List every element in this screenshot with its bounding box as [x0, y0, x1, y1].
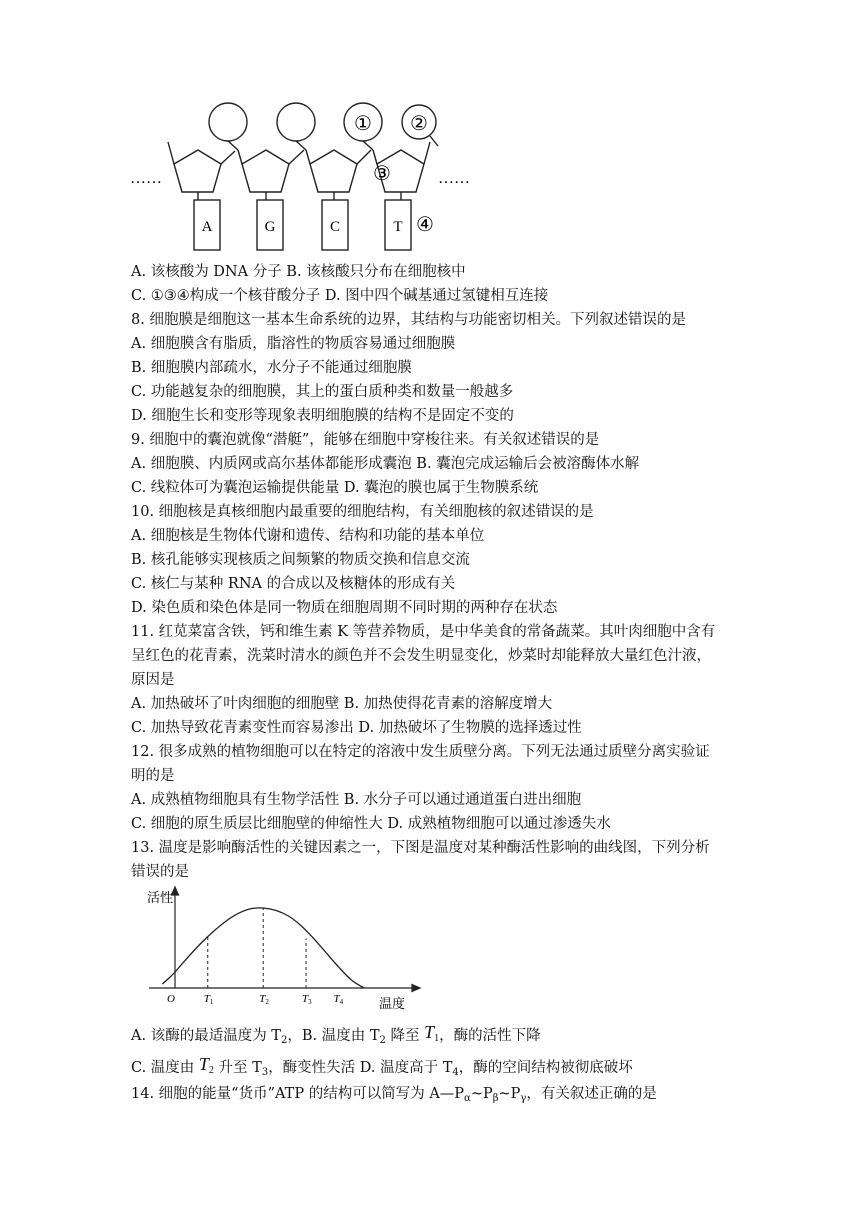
- q9-option-cd: C. 线粒体可为囊泡运输提供能量 D. 囊泡的膜也属于生物膜系统: [131, 480, 539, 496]
- q13c-t-main: T: [198, 1054, 209, 1074]
- tick-label-t4: T4: [333, 993, 344, 1006]
- q8-option-d: D. 细胞生长和变形等现象表明细胞膜的结构不是固定不变的: [131, 408, 514, 424]
- q13c-text-3: ，酶变性失活 D. 温度高于 T: [268, 1060, 453, 1076]
- q13a-text-3: 降至: [385, 1028, 425, 1044]
- q13c-text-2: 升至 T: [213, 1060, 262, 1076]
- q11-stem-line-2: 呈红色的花青素，洗菜时清水的颜色并不会发生明显变化，炒菜时却能释放大量红色汁液，: [131, 648, 711, 664]
- q13a-text-2: ，B. 温度由 T: [287, 1028, 380, 1044]
- q14-text-3: ~P: [498, 1086, 521, 1102]
- q10-stem: 10. 细胞核是真核细胞内最重要的细胞结构，有关细胞核的叙述错误的是: [131, 504, 594, 520]
- q9-stem: 9. 细胞中的囊泡就像“潜艇”，能够在细胞中穿梭往来。有关叙述错误的是: [131, 432, 600, 448]
- q12-stem-line-1: 12. 很多成熟的植物细胞可以在特定的溶液中发生质壁分离。下列无法通过质壁分离实验证: [131, 744, 710, 760]
- base-a: A: [201, 219, 213, 235]
- q8-option-a: A. 细胞膜含有脂质，脂溶性的物质容易通过细胞膜: [131, 336, 456, 352]
- q13a-sub-2: 2: [379, 1035, 386, 1046]
- left-dots: ……: [130, 170, 162, 187]
- q8-option-b: B. 细胞膜内部疏水，水分子不能通过细胞膜: [131, 360, 412, 376]
- marker-1: ①: [354, 113, 372, 135]
- q7-option-ab: A. 该核酸为 DNA 分子 B. 该核酸只分布在细胞核中: [131, 264, 466, 280]
- q13c-text-4: ，酶的空间结构被彻底破坏: [458, 1060, 633, 1076]
- q13a-t-symbol: [424, 1022, 439, 1042]
- base-c: C: [329, 219, 341, 235]
- right-dots: ……: [438, 170, 470, 187]
- q13-stem-line-2: 错误的是: [131, 864, 189, 880]
- q13a-text-1: A. 该酶的最适温度为 T: [131, 1028, 281, 1044]
- enzyme-activity-chart: [135, 880, 425, 1010]
- q13c-t-sub: 2: [208, 1065, 214, 1076]
- q14-text-2: ~P: [470, 1086, 493, 1102]
- y-axis-label: 活性: [147, 890, 174, 905]
- q9-option-ab: A. 细胞膜、内质网或高尔基体都能形成囊泡 B. 囊泡完成运输后会被溶酶体水解: [131, 456, 640, 472]
- q8-option-c: C. 功能越复杂的细胞膜，其上的蛋白质种类和数量一般越多: [131, 384, 514, 400]
- q13a-sub-1: 2: [280, 1035, 288, 1046]
- q13c-sub-1: 3: [261, 1067, 269, 1078]
- x-axis-arrow: [412, 985, 420, 992]
- q14-stem: [131, 1084, 657, 1109]
- q14-text-1: 14. 细胞的能量“货币”ATP 的结构可以简写为 A—P: [131, 1086, 465, 1102]
- marker-2: ②: [410, 113, 428, 135]
- q14-text-4: ，有关叙述正确的是: [526, 1086, 657, 1102]
- tick-label-t2: T2: [259, 993, 269, 1006]
- q14-sub-gamma: γ: [520, 1093, 527, 1104]
- q11-option-cd: C. 加热导致花青素变性而容易渗出 D. 加热破坏了生物膜的选择透过性: [131, 720, 582, 736]
- q14-sub-alpha: α: [464, 1093, 471, 1104]
- q13-stem-line-1: 13. 温度是影响酶活性的关键因素之一，下图是温度对某种酶活性影响的曲线图，下列分析: [131, 840, 710, 856]
- tick-label-t3: T3: [302, 993, 312, 1006]
- q11-stem-line-3: 原因是: [131, 672, 175, 688]
- q13c-text-1: C. 温度由: [131, 1060, 199, 1076]
- q13a-text-4: ，酶的活性下降: [439, 1028, 541, 1044]
- origin-label: O: [167, 993, 175, 1005]
- q12-option-ab: A. 成熟植物细胞具有生物学活性 B. 水分子可以通过通道蛋白进出细胞: [131, 792, 582, 808]
- dna-strand-diagram: [120, 100, 480, 255]
- q11-option-ab: A. 加热破坏了叶肉细胞的细胞壁 B. 加热使得花青素的溶解度增大: [131, 696, 553, 712]
- x-axis-label: 温度: [379, 996, 406, 1010]
- q10-option-d: D. 染色质和染色体是同一物质在细胞周期不同时期的两种存在状态: [131, 600, 558, 616]
- q12-option-cd: C. 细胞的原生质层比细胞壁的伸缩性大 D. 成熟植物细胞可以通过渗透失水: [131, 816, 611, 832]
- q12-stem-line-2: 明的是: [131, 768, 175, 784]
- q13a-t-sub: 1: [434, 1033, 440, 1044]
- q13-option-cd: [131, 1050, 633, 1087]
- tick-label-t1: T1: [203, 993, 214, 1006]
- q10-option-a: A. 细胞核是生物体代谢和遗传、结构和功能的基本单位: [131, 528, 485, 544]
- q11-stem-line-1: 11. 红苋菜富含铁，钙和维生素 K 等营养物质，是中华美食的常备蔬菜。其叶肉细胞中含有: [131, 624, 716, 640]
- q10-option-b: B. 核孔能够实现核质之间频繁的物质交换和信息交流: [131, 552, 470, 568]
- marker-4: ④: [416, 214, 434, 236]
- q13c-t-symbol: [199, 1054, 214, 1074]
- base-g: G: [264, 219, 276, 235]
- marker-3: ③: [373, 163, 391, 185]
- base-t: T: [393, 219, 403, 235]
- q7-option-cd: C. ①③④构成一个核苷酸分子 D. 图中四个碱基通过氢键相互连接: [131, 288, 549, 304]
- q8-stem: 8. 细胞膜是细胞这一基本生命系统的边界，其结构与功能密切相关。下列叙述错误的是: [131, 312, 686, 328]
- q13a-t-main: T: [424, 1022, 435, 1042]
- q10-option-c: C. 核仁与某种 RNA 的合成以及核糖体的形成有关: [131, 576, 456, 592]
- q14-sub-beta: β: [492, 1093, 499, 1104]
- q13c-sub-2: 4: [452, 1067, 459, 1078]
